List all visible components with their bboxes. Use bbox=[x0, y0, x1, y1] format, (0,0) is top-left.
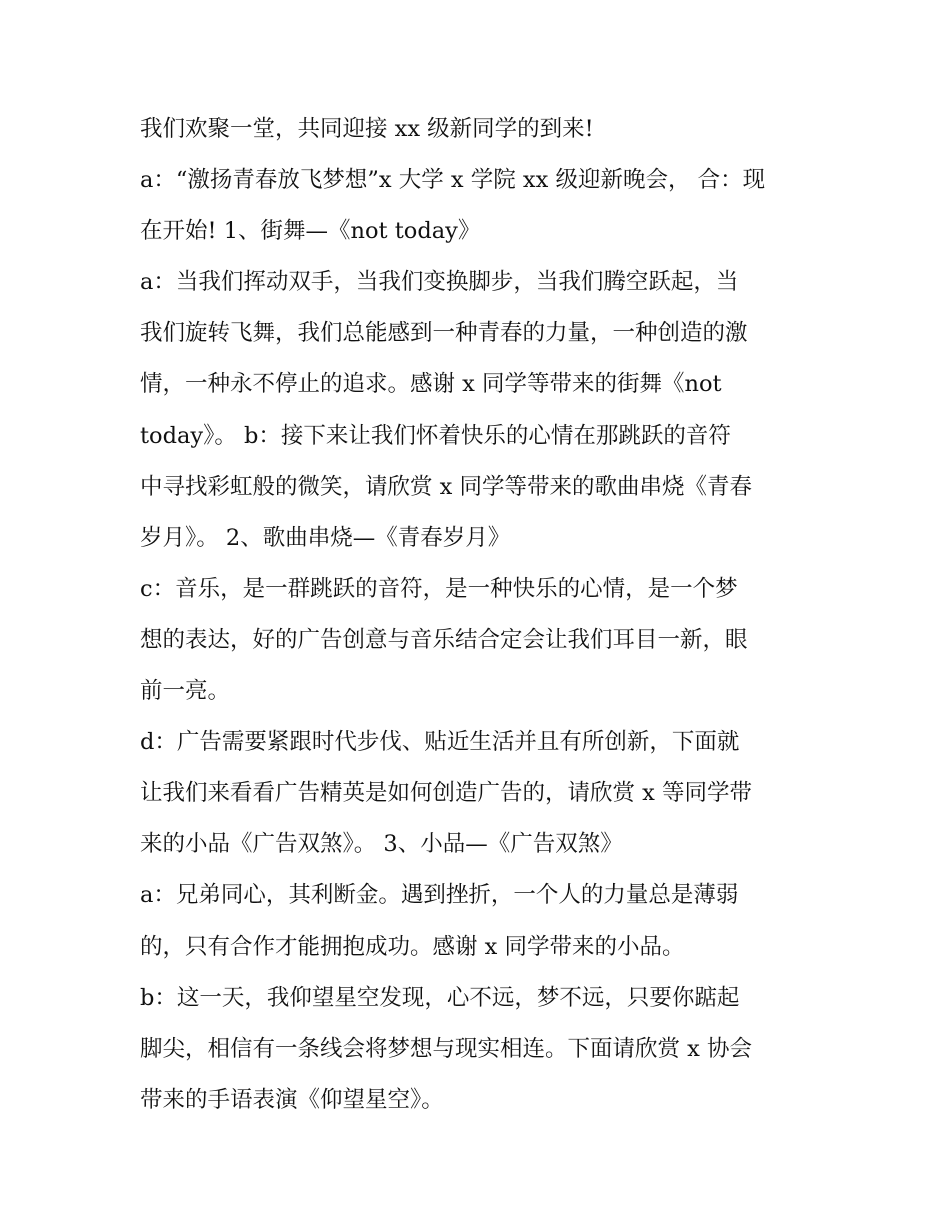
text-line: a：当我们挥动双手，当我们变换脚步，当我们腾空跃起，当 bbox=[140, 269, 739, 296]
text-line: 情，一种永不停止的追求。感谢 x 同学等带来的街舞《not bbox=[140, 371, 722, 398]
text-line: 我们旋转飞舞，我们总能感到一种青春的力量，一种创造的激 bbox=[140, 320, 748, 347]
text-line: c：音乐，是一群跳跃的音符，是一种快乐的心情，是一个梦 bbox=[140, 575, 738, 602]
text-line: b：这一天，我仰望星空发现，心不远，梦不远，只要你踮起 bbox=[140, 984, 740, 1011]
text-line: 的，只有合作才能拥抱成功。感谢 x 同学带来的小品。 bbox=[140, 933, 685, 960]
text-line: 我们欢聚一堂，共同迎接 xx 级新同学的到来! bbox=[140, 116, 594, 142]
text-line: a：“激扬青春放飞梦想”x 大学 x 学院 xx 级迎新晚会， 合：现 bbox=[140, 167, 766, 194]
text-line: d：广告需要紧跟时代步伐、贴近生活并且有所创新，下面就 bbox=[140, 729, 740, 756]
text-line: a：兄弟同心，其利断金。遇到挫折，一个人的力量总是薄弱 bbox=[140, 882, 739, 909]
text-line: 脚尖，相信有一条线会将梦想与现实相连。下面请欣赏 x 协会 bbox=[140, 1035, 752, 1062]
text-line: today》。 b：接下来让我们怀着快乐的心情在那跳跃的音符 bbox=[140, 422, 731, 449]
text-line: 来的小品《广告双煞》。 3、小品—《广告双煞》 bbox=[140, 831, 623, 858]
text-line: 带来的手语表演《仰望星空》。 bbox=[140, 1086, 444, 1113]
text-line: 岁月》。 2、歌曲串烧—《青春岁月》 bbox=[140, 524, 511, 551]
text-line: 让我们来看看广告精英是如何创造广告的，请欣赏 x 等同学带 bbox=[140, 780, 752, 807]
text-line: 在开始! 1、街舞—《not today》 bbox=[140, 218, 481, 245]
text-line: 中寻找彩虹般的微笑，请欣赏 x 同学等带来的歌曲串烧《青春 bbox=[140, 473, 752, 500]
document-body bbox=[140, 104, 820, 1126]
text-line: 想的表达，好的广告创意与音乐结合定会让我们耳目一新，眼 bbox=[140, 626, 748, 653]
text-line: 前一亮。 bbox=[140, 678, 231, 705]
